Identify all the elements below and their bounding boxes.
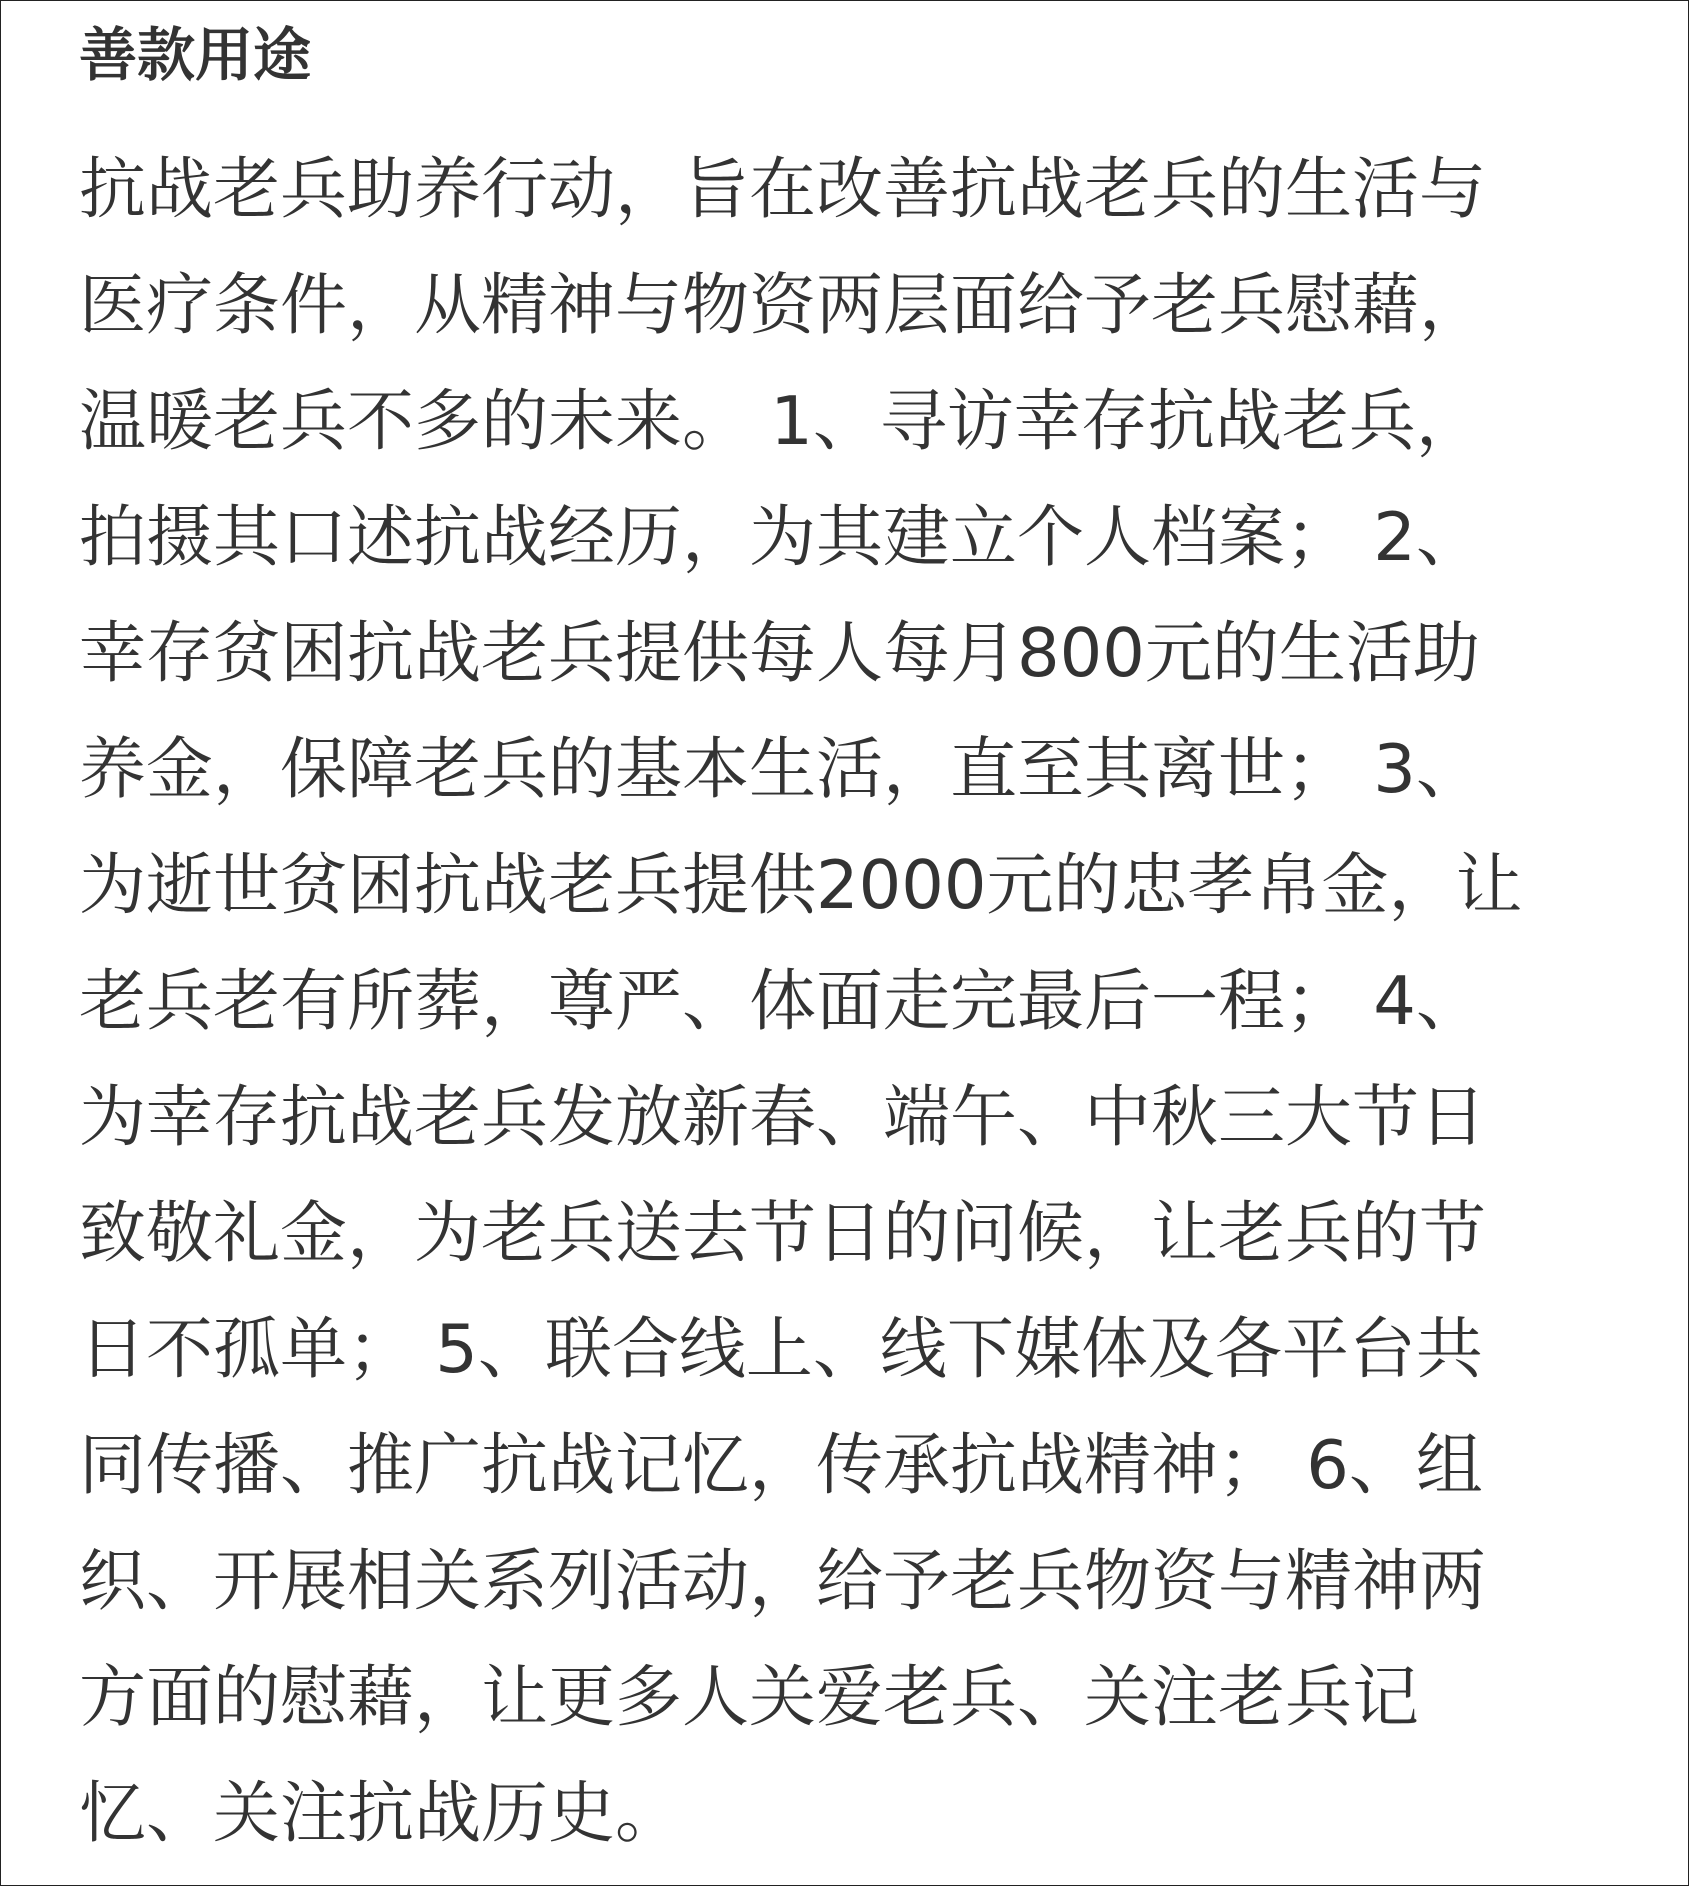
text-line: 医疗条件，从精神与物资两层面给予老兵慰藉， xyxy=(79,266,1486,344)
text-line: 方面的慰藉，让更多人关爱老兵、关注老兵记 xyxy=(79,1658,1419,1736)
text-line: 养金，保障老兵的基本生活，直至其离世； 3、 xyxy=(79,730,1483,808)
text-line: 温暖老兵不多的未来。 1、寻访幸存抗战老兵， xyxy=(79,382,1483,460)
text-line: 为幸存抗战老兵发放新春、端午、中秋三大节日 xyxy=(79,1078,1486,1156)
text-line: 同传播、推广抗战记忆，传承抗战精神； 6、组 xyxy=(79,1426,1483,1504)
text-line: 拍摄其口述抗战经历，为其建立个人档案； 2、 xyxy=(79,498,1483,576)
text-line: 致敬礼金，为老兵送去节日的问候，让老兵的节 xyxy=(79,1194,1486,1272)
donation-usage-text xyxy=(79,131,1639,1871)
text-line: 忆、关注抗战历史。 xyxy=(79,1774,682,1852)
text-line: 老兵老有所葬，尊严、体面走完最后一程； 4、 xyxy=(79,962,1483,1040)
text-line: 织、开展相关系列活动，给予老兵物资与精神两 xyxy=(79,1542,1486,1620)
text-line: 为逝世贫困抗战老兵提供2000元的忠孝帛金，让 xyxy=(79,846,1523,924)
section-title: 善款用途 xyxy=(79,21,312,89)
text-line: 抗战老兵助养行动，旨在改善抗战老兵的生活与 xyxy=(79,150,1486,228)
text-line: 幸存贫困抗战老兵提供每人每月800元的生活助 xyxy=(79,614,1480,692)
text-line: 日不孤单； 5、联合线上、线下媒体及各平台共 xyxy=(79,1310,1483,1388)
